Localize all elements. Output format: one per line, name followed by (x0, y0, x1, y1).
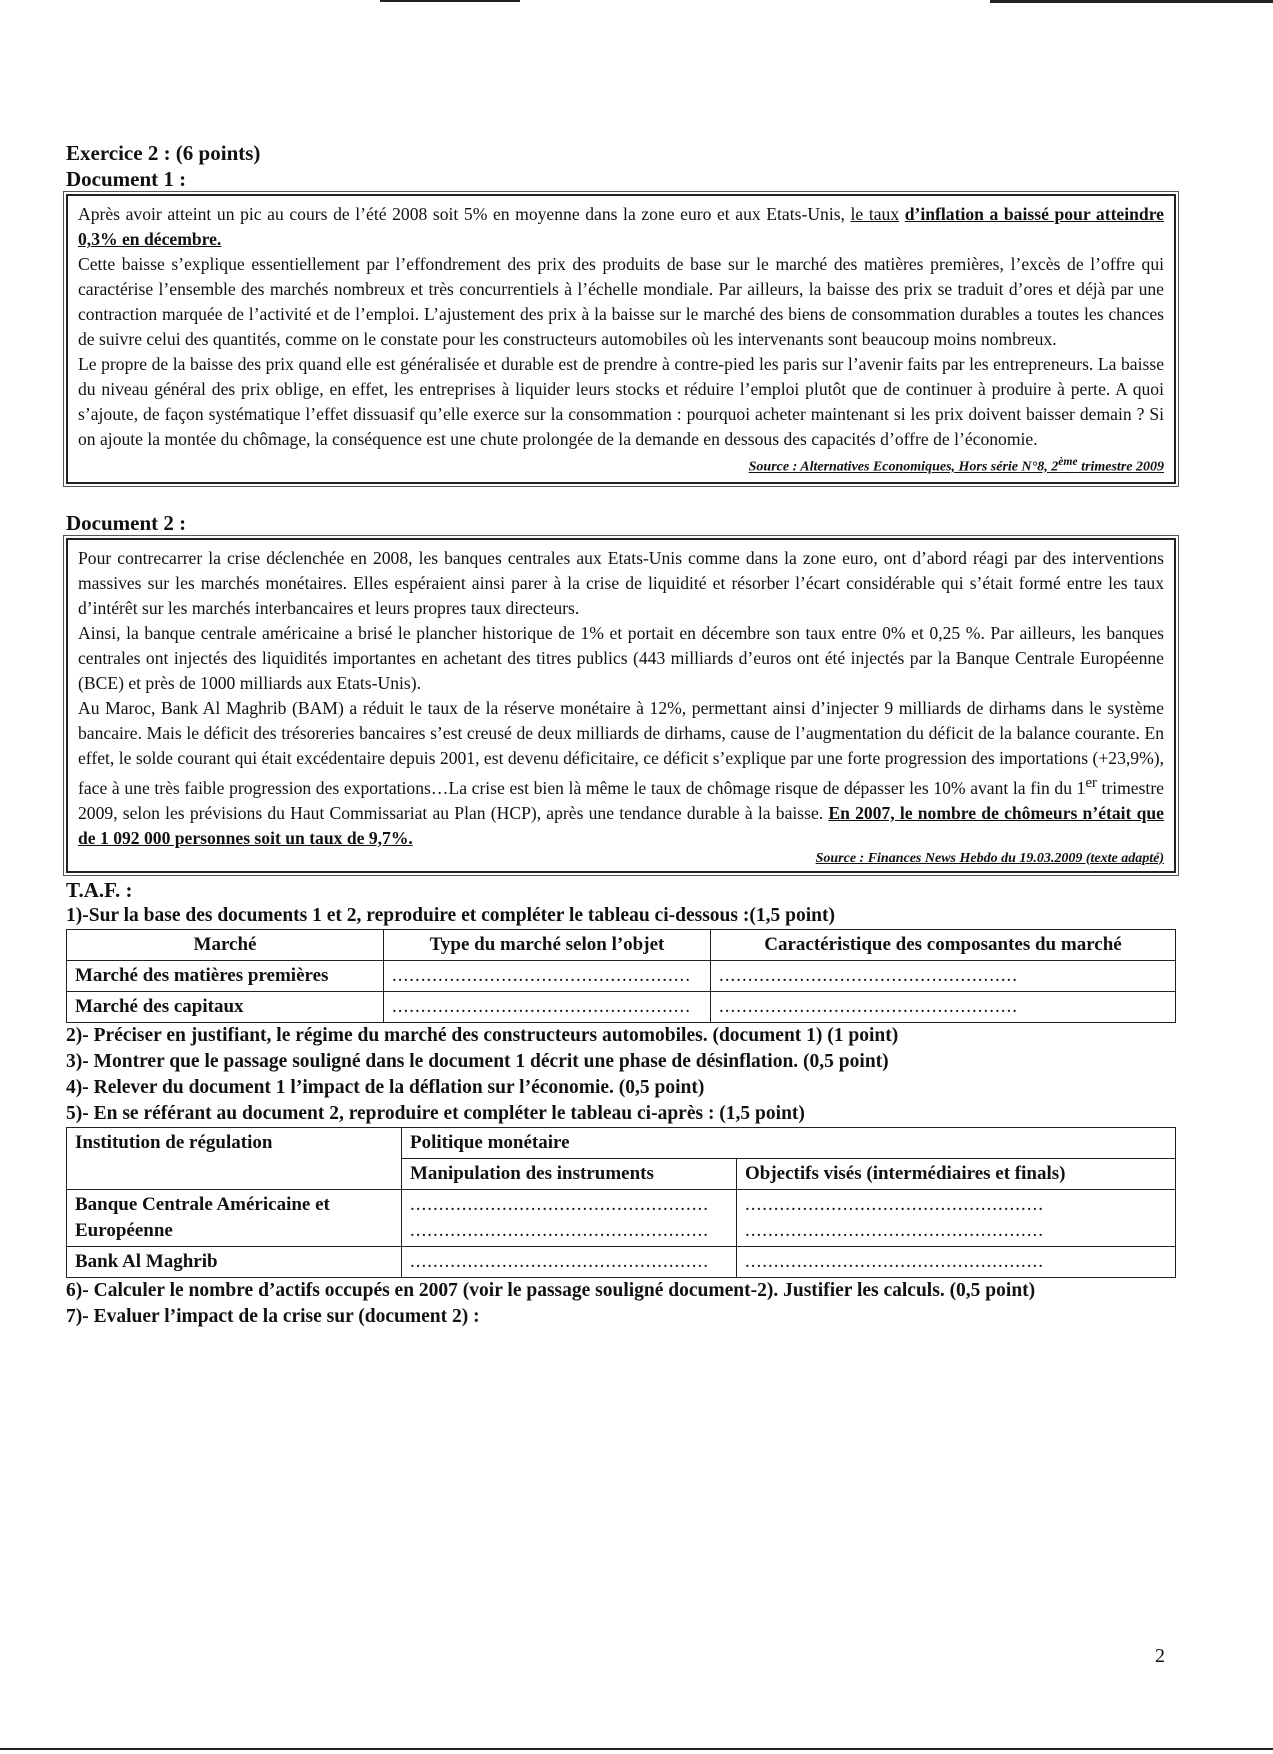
t2-row1-instr-dots-b: .................................................... (410, 1219, 709, 1241)
t2-header-policy: Politique monétaire (402, 1127, 1176, 1158)
doc1-p1-text: Après avoir atteint un pic au cours de l’été 2008 soit 5% en moyenne dans la zone euro et aux Etats-Unis, (78, 204, 851, 224)
t2-row2-label: Bank Al Maghrib (67, 1246, 402, 1277)
question-4: 4)- Relever du document 1 l’impact de la déflation sur l’économie. (0,5 point) (66, 1076, 705, 1098)
t2-row1-obj-dots-b: .................................................... (745, 1219, 1044, 1241)
doc2-p3-sup: er (1085, 774, 1097, 791)
doc1-paragraph-2: Cette baisse s’explique essentiellement par l’effondrement des prix des produits de base sur le marché des matières premières, l’excès de l’offre qui caractérise l’ensemble des marchés nombreux et très concurrentiels à l’échelle mondiale. Par ailleurs, la baisse des prix se traduit d’ores et déjà par une contraction marquée de l’activité et de l’emploi. L’ajustement des prix à la baisse sur le marché des biens de consommation durables a toutes les chances de suivre celui des quantités, comme on le constate pour les constructeurs automobiles où les intervenants sont beaucoup moins nombreux. (78, 254, 1164, 349)
doc1-source-main: Source : Alternatives Economiques, Hors série N°8, 2 (748, 459, 1059, 475)
t2-row1-instr-dots-a: .................................................... (410, 1193, 709, 1215)
t1-row2-type-blank[interactable]: .................................................... (384, 991, 711, 1022)
question-5: 5)- En se référant au document 2, reproduire et compléter le tableau ci-après : (1,5 point) (66, 1102, 805, 1124)
question-3: 3)- Montrer que le passage souligné dans le document 1 décrit une phase de désinflation. (0,5 point) (66, 1050, 889, 1072)
document-1-box (66, 194, 1176, 484)
doc1-underlined-b: d’inflation a baissé pour atteindre 0,3% en décembre. (78, 204, 1164, 249)
t1-row1-type-blank[interactable]: .................................................... (384, 960, 711, 991)
doc2-source: Source : Finances News Hebdo du 19.03.2009 (texte adapté) (815, 850, 1164, 866)
t1-row2-label: Marché des capitaux (67, 991, 384, 1022)
doc1-paragraph-3: Le propre de la baisse des prix quand elle est généralisée et durable est de prendre à contre-pied les paris sur l’avenir faits par les entrepreneurs. La baisse du niveau général des prix oblige, en effet, les entreprises à liquider leurs stocks et réduire l’emploi plutôt que de continuer à produire à perte. A quoi s’ajoute, de façon systématique l’effet dissuasif qu’elle exerce sur la consommation : pourquoi acheter maintenant si les prix doivent baisser demain ? Si on ajoute la montée du chômage, la conséquence est une chute prolongée de la demande en dessous des capacités d’offre de l’économie. (78, 354, 1164, 449)
doc1-underlined-a: le taux (850, 204, 900, 224)
doc1-source-end: trimestre 2009 (1077, 459, 1164, 475)
t2-header-objectives: Objectifs visés (intermédiaires et finals) (737, 1158, 1176, 1189)
table-2-header-1 (67, 1127, 1176, 1158)
table-row (67, 991, 1176, 1022)
t1-header-type: Type du marché selon l’objet (384, 929, 711, 960)
scan-mark-bottom (0, 1748, 1273, 1750)
question-6: 6)- Calculer le nombre d’actifs occupés en 2007 (voir le passage souligné document-2). Justifier les calculs. (0,5 point) (66, 1279, 1036, 1301)
taf-heading: T.A.F. : (66, 877, 133, 902)
t2-row2-instruments-blank[interactable]: .................................................... (402, 1246, 737, 1277)
t2-row1-instruments-blank[interactable] (402, 1189, 737, 1246)
t2-row1-obj-dots-a: .................................................... (745, 1193, 1044, 1215)
document-2-box (66, 538, 1176, 873)
t1-row1-char-blank[interactable]: .................................................... (711, 960, 1176, 991)
doc2-paragraph-3 (78, 696, 1164, 851)
doc1-paragraph-1 (78, 202, 1164, 252)
doc2-heading: Document 2 : (66, 510, 187, 535)
exam-page (66, 140, 1176, 1330)
table-1-header (67, 929, 1176, 960)
table-row (67, 1246, 1176, 1277)
t2-header-institution: Institution de régulation (67, 1127, 402, 1189)
doc2-p3-text-a: Au Maroc, Bank Al Maghrib (BAM) a réduit le taux de la réserve monétaire à 12%, permettant ainsi d’injecter 9 milliards de dirhams dans le système bancaire. Mais le déficit des trésoreries bancaires s’est creusé de deux milliards de dirhams, cause de l’augmentation du déficit de la balance courante. En effet, le solde courant qui était excédentaire depuis 2001, est devenu déficitaire, ce déficit s’explique par une forte progression des importations (+23,9%), face à une très faible progression des exportations…La crise est bien là même le taux de chômage risque de dépasser les 10% avant la fin du 1 (78, 697, 1164, 798)
question-1: 1)-Sur la base des documents 1 et 2, reproduire et compléter le tableau ci-dessous :(1,5 point) (66, 904, 835, 926)
doc2-p3-text-b: trimestre 2009, selon les prévisions du Haut Commissariat au Plan (HCP), après une tendance durable à la baisse. (78, 777, 1164, 823)
question-2: 2)- Préciser en justifiant, le régime du marché des constructeurs automobiles. (document 1) (1 point) (66, 1024, 899, 1046)
table-row (67, 1189, 1176, 1246)
page-number: 2 (1155, 1645, 1165, 1667)
doc1-heading: Document 1 : (66, 167, 187, 191)
table-row (67, 960, 1176, 991)
t1-row1-label: Marché des matières premières (67, 960, 384, 991)
t2-row1-objectives-blank[interactable] (737, 1189, 1176, 1246)
t2-row2-objectives-blank[interactable]: .................................................... (737, 1246, 1176, 1277)
doc1-source (78, 452, 1164, 478)
t1-header-market: Marché (67, 929, 384, 960)
scan-mark-top (380, 0, 520, 2)
t2-row1-label: Banque Centrale Américaine et Européenne (67, 1189, 402, 1246)
question-7: 7)- Evaluer l’impact de la crise sur (document 2) : (66, 1305, 480, 1327)
doc2-underlined: En 2007, le nombre de chômeurs n’était que de 1 092 000 personnes soit un taux de 9,7%. (78, 802, 1164, 848)
table-1 (66, 929, 1176, 1023)
exercise-title: Exercice 2 : (6 points) (66, 141, 261, 165)
t1-row2-char-blank[interactable]: .................................................... (711, 991, 1176, 1022)
table-2 (66, 1127, 1176, 1278)
doc2-paragraph-1: Pour contrecarrer la crise déclenchée en 2008, les banques centrales aux Etats-Unis comme dans la zone euro, ont d’abord réagi par des interventions massives sur les marchés monétaires. Elles espéraient ainsi parer à la crise de liquidité et résorber l’écart considérable qui s’était formé entre les taux d’intérêt sur les marchés interbancaires et leurs propres taux directeurs. (78, 547, 1164, 618)
doc2-paragraph-2: Ainsi, la banque centrale américaine a brisé le plancher historique de 1% et portait en décembre son taux entre 0% et 0,25 %. Par ailleurs, les banques centrales ont injectés des liquidités importantes en achetant des titres publics (443 milliards d’euros ont été injectés par la Banque Centrale Européenne (BCE) et près de 1000 milliards aux Etats-Unis). (78, 622, 1164, 693)
t1-header-characteristics: Caractéristique des composantes du marché (711, 929, 1176, 960)
doc1-source-sup: ème (1058, 455, 1078, 468)
t2-header-instruments: Manipulation des instruments (402, 1158, 737, 1189)
scan-mark-top-right (990, 0, 1273, 3)
